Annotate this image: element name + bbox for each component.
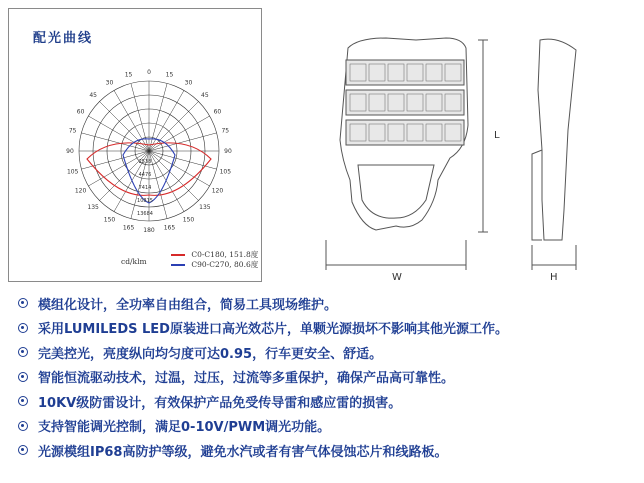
- polar-spoke: [149, 116, 210, 151]
- angle-label: 105: [219, 168, 232, 176]
- bullet-icon: [18, 372, 28, 382]
- angle-label: 150: [182, 216, 195, 224]
- feature-text: 完美控光，亮度纵向均匀度可达0.95，行车更安全、舒适。: [38, 346, 383, 362]
- dim-label-width: W: [392, 272, 402, 283]
- feature-text: 光源模组IP68高防护等级，避免水汽或者有害气体侵蚀芯片和线路板。: [38, 444, 448, 460]
- photometric-title: 配光曲线: [33, 31, 94, 46]
- feature-item: [18, 414, 638, 439]
- angle-label: 150: [103, 216, 116, 224]
- radial-label: 10815: [137, 198, 153, 204]
- polar-spoke: [81, 133, 149, 151]
- side-view-bracket: [532, 150, 542, 240]
- bullet-icon: [18, 347, 28, 357]
- feature-text: 智能恒流驱动技术，过温，过压，过流等多重保护，确保产品高可靠性。: [38, 371, 455, 387]
- feature-item: [18, 365, 638, 390]
- polar-spoke: [149, 151, 217, 169]
- angle-label: 90: [224, 148, 232, 155]
- angle-label: 120: [74, 187, 87, 195]
- polar-spoke: [114, 90, 149, 151]
- feature-list: [18, 291, 638, 463]
- bullet-icon: [18, 323, 28, 333]
- polar-spoke: [88, 116, 149, 151]
- angle-label: 60: [213, 108, 222, 116]
- polar-spoke: [149, 133, 217, 151]
- angle-label: 135: [87, 203, 99, 211]
- legend-item-c90: [171, 259, 258, 270]
- polar-spoke: [131, 83, 149, 151]
- angle-label: 120: [211, 187, 224, 195]
- angle-label: 30: [184, 79, 193, 87]
- angle-label: 45: [89, 92, 97, 100]
- angle-label: 105: [66, 168, 79, 176]
- feature-item: [18, 340, 638, 365]
- feature-item: [18, 291, 638, 316]
- legend-unit: cd/klm: [121, 257, 147, 266]
- angle-label: 75: [221, 127, 230, 135]
- polar-spoke: [149, 151, 184, 212]
- bullet-icon: [18, 445, 28, 455]
- photometric-panel: [8, 8, 262, 282]
- angle-label: 165: [163, 224, 176, 232]
- angle-label: 30: [105, 79, 114, 87]
- legend-line-red: [171, 254, 185, 256]
- side-view-outline: [538, 39, 576, 240]
- polar-spoke: [149, 90, 184, 151]
- radial-label: 4476: [138, 172, 152, 178]
- feature-text: 10KV级防雷设计，有效保护产品免受传导雷和感应雷的损害。: [38, 395, 402, 411]
- front-view-inner: [358, 165, 434, 218]
- angle-label: 15: [124, 71, 133, 79]
- radial-label: 7414: [138, 185, 152, 191]
- legend-label-c90: C90-C270, 80.6度: [191, 260, 259, 269]
- angle-label: 0: [147, 69, 151, 76]
- bullet-icon: [18, 298, 28, 308]
- polar-diagram: [9, 9, 261, 281]
- dim-label-height: H: [550, 272, 558, 283]
- angle-label: 45: [201, 92, 209, 100]
- polar-spoke: [149, 151, 210, 186]
- angle-label: 75: [68, 127, 77, 135]
- angle-label: 180: [143, 227, 155, 234]
- feature-text: 采用LUMILEDS LED原装进口高光效芯片，单颗光源损坏不影响其他光源工作。: [38, 322, 508, 338]
- angle-label: 15: [165, 71, 174, 79]
- polar-spoke: [88, 151, 149, 186]
- bullet-icon: [18, 396, 28, 406]
- feature-text: 支持智能调光控制，满足0-10V/PWM调光功能。: [38, 420, 331, 436]
- legend-line-blue: [171, 264, 185, 266]
- angle-label: 165: [122, 224, 135, 232]
- radial-label: 13684: [137, 211, 153, 217]
- radial-label: 2538: [138, 159, 152, 165]
- angle-label: 60: [76, 108, 85, 116]
- bullet-icon: [18, 421, 28, 431]
- dim-label-length: L: [494, 130, 500, 141]
- feature-text: 模组化设计，全功率自由组合，简易工具现场维护。: [38, 297, 338, 313]
- angle-label: 90: [66, 148, 74, 155]
- polar-spoke: [149, 83, 167, 151]
- legend-label-c0: C0-C180, 151.8度: [191, 250, 259, 259]
- feature-item: [18, 438, 638, 463]
- feature-item: [18, 389, 638, 414]
- feature-item: [18, 316, 638, 341]
- luminaire-drawing: [318, 30, 618, 285]
- angle-label: 135: [199, 203, 211, 211]
